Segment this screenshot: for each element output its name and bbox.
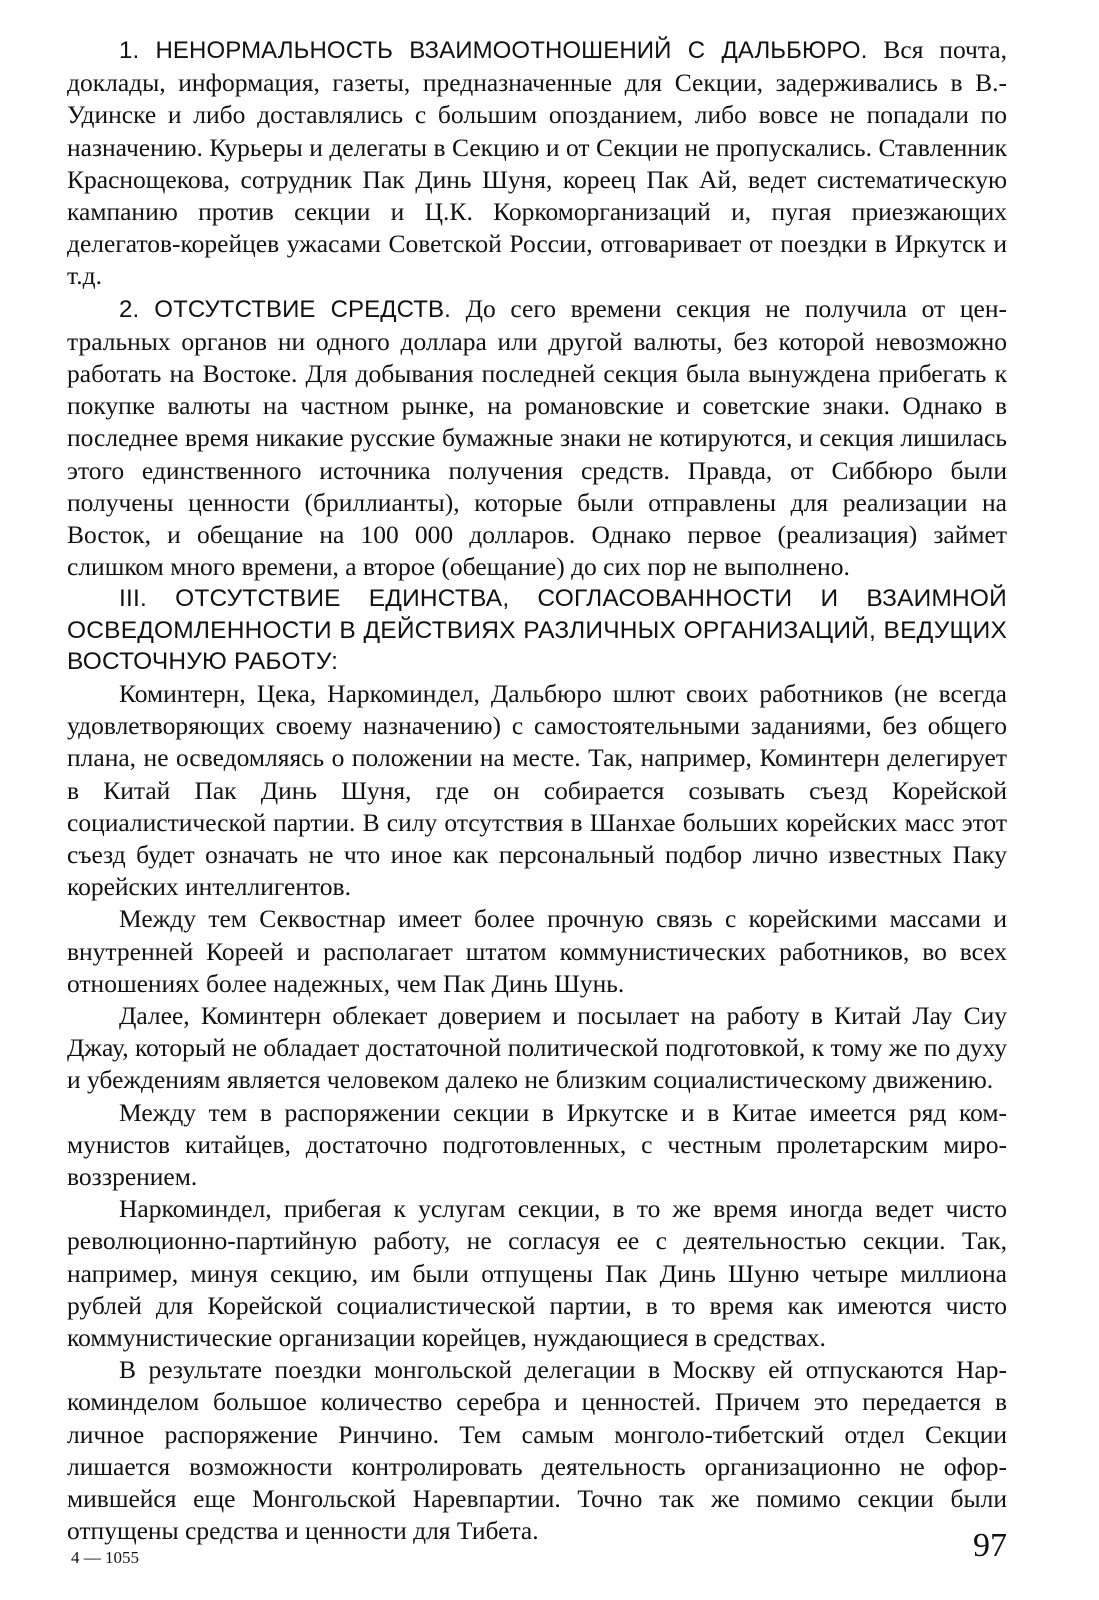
body-paragraph: В результате поездки монгольской делегации в Москву ей отпускаются Наркоминделом большое количество серебра и ценностей. Причем это передается в личное распоряжение Ринчино. Тем самым монголо-тибетский отдел Секции лишается возможности контролировать деятельность организационно не оформившейся еще Монгольской Наревпартии. Точно так же помимо секции были отпущены средства и ценности для Тибета. xyxy=(67,1355,1007,1546)
body-paragraph: Между тем в распоряжении секции в Иркутске и в Китае имеется ряд коммунистов китайцев, достаточно подготовленных, с честным пролетарским мировоззрением. xyxy=(67,1097,1007,1191)
paragraph-1-text: Вся почта, доклады, информация, газеты, предназначенные для Секции, задерживались в В.-Удинске и либо доставлялись с большим опозданием, либо вовсе не попадали по назначению. Курьеры и делегаты в Секцию и от Секции не пропускались. Ставленник Краснощекова, сотрудник Пак Динь Шуня, кореец Пак Ай, ведет систематическую кампанию против секции и Ц.К. Коркоморганизаций и, пугая приезжающих делегатов-корейцев ужасами Советской России, отговаривает от поездки в Иркутск и т.д. xyxy=(67,35,1008,291)
body-paragraph: Коминтерн, Цека, Наркоминдел, Дальбюро шлют своих работников (не всегда удовлетворяющих своему назначению) с самостоятельными заданиями, без общего плана, не осведомляясь о положении на месте. Так, например, Коминтерн делегирует в Китай Пак Динь Шуня, где он собирается созывать съезд Корейской социалистической партии. В силу отсутствия в Шанхае больших корейских масс этот съезд будет означать не что иное как персональный подбор лично известных Паку корейских интеллигентов. xyxy=(67,678,1007,902)
body-paragraph: Между тем Секвостнар имеет более прочную связь с корейскими массами и внутренней Кореей и располагает штатом коммунистических работников, во всех отношениях более надежных, чем Пак Динь Шунь. xyxy=(67,904,1007,998)
document-page xyxy=(67,34,1007,1547)
paragraph-2-heading: 2. ОТСУТСТВИЕ СРЕДСТВ. xyxy=(119,295,451,323)
paragraph-1 xyxy=(67,34,1007,293)
paragraph-1-heading: 1. НЕНОРМАЛЬНОСТЬ ВЗАИМООТНОШЕНИЙ С ДАЛЬБЮРО. xyxy=(119,37,868,64)
page-number: 97 xyxy=(973,1527,1007,1564)
body-paragraph: Наркоминдел, прибегая к услугам секции, в то же время иногда ведет чисто революционно-партийную работу, не согласуя ее с деятельностью секции. Так, например, минуя секцию, им были отпущены Пак Динь Шуню четыре миллиона рублей для Корейской социалистической партии, в то время как имеются чисто коммунистические организации корейцев, нуждающиеся в средствах. xyxy=(67,1194,1007,1353)
section-heading: III. ОТСУТСТВИЕ ЕДИНСТВА, СОГЛАСОВАННОСТИ И ВЗАИМНОЙ ОСВЕДОМЛЕННОСТИ В ДЕЙСТВИЯХ РАЗЛИЧНЫХ ОРГАНИЗАЦИЙ, ВЕДУЩИХ ВОСТОЧНУЮ РАБОТУ: xyxy=(67,585,1007,676)
body-paragraph: Далее, Коминтерн облекает доверием и посылает на работу в Китай Лау Сиу Джау, который не обладает достаточной политической подготовкой, к тому же по духу и убеждениям является человеком далеко не близким социалистическому движению. xyxy=(67,1000,1007,1095)
signature-mark: 4 — 1055 xyxy=(71,1548,139,1567)
paragraph-2 xyxy=(67,293,1007,584)
paragraph-2-text: До сего времени секция не получила от центральных органов ни одного доллара или другой валюты, без которой невозможно работать на Востоке. Для добывания последней секция была вынуждена прибегать к покупке валюты на частном рынке, на романовские и советские знаки. Однако в последнее время никакие русские бумажные знаки не котируются, и секция лишилась этого единственного источника получения средств. Правда, от Сиббюро были получены ценности (бриллианты), которые были отправлены для реализации на Восток, и обещание на 100 000 долларов. Однако первое (реализация) займет слишком много времени, а второе (обещание) до сих пор не выполнено. xyxy=(67,293,1007,582)
